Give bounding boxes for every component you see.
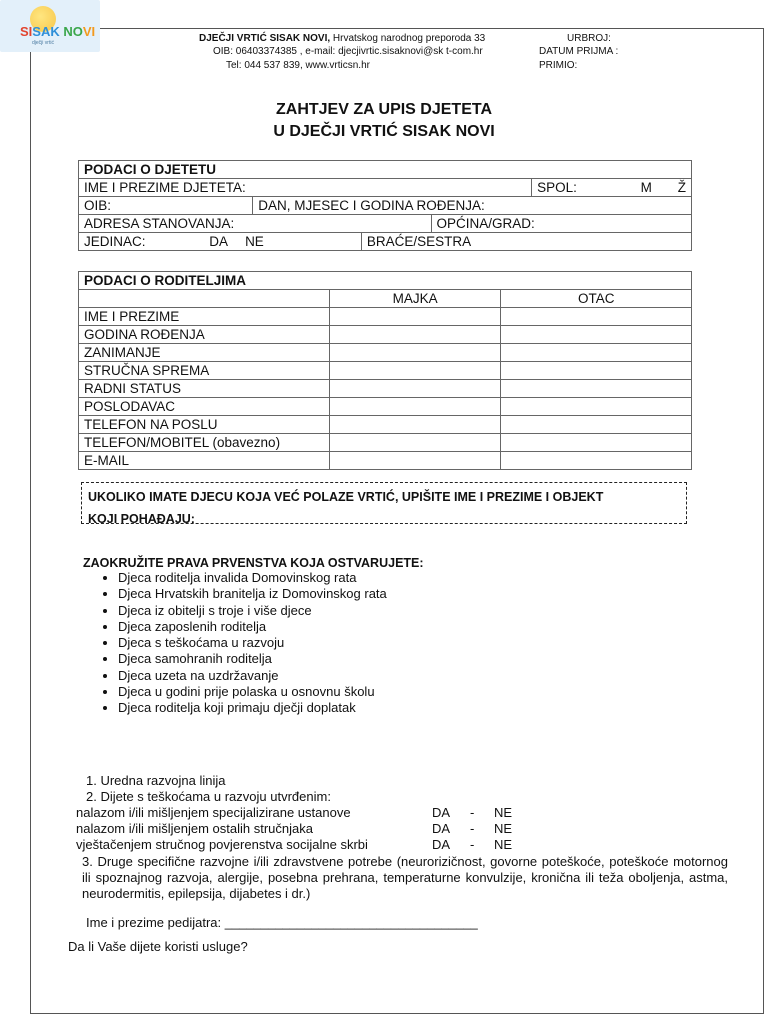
table-row: POSLODAVAC (79, 398, 692, 416)
mother-input[interactable] (329, 452, 501, 470)
father-input[interactable] (501, 326, 692, 344)
dev-sub-3-yes[interactable]: DA (432, 837, 451, 852)
father-input[interactable] (501, 398, 692, 416)
org-name: DJEČJI VRTIĆ SISAK NOVI, (199, 33, 331, 44)
kindergarten-logo (0, 0, 100, 52)
table-row: GODINA ROĐENJA (79, 326, 692, 344)
table-row: ZANIMANJE (79, 344, 692, 362)
child-section-heading: PODACI O DJETETU (79, 161, 692, 179)
only-child-yes[interactable]: DA (209, 234, 228, 249)
dev-sub-2-label: nalazom i/ili mišljenjem ostalih stručnjaka (76, 821, 313, 836)
dev-sub-1-dash: - (470, 805, 475, 820)
column-mother: MAJKA (329, 290, 501, 308)
datum-prijma-label: DATUM PRIJMA : (539, 46, 619, 57)
child-name-field[interactable]: IME I PREZIME DJETETA: (79, 179, 532, 197)
priorities-title: ZAOKRUŽITE PRAVA PRVENSTVA KOJA OSTVARUJETE: (83, 556, 424, 570)
list-item[interactable]: • Djeca u godini prije polaska u osnovnu školu (118, 684, 387, 700)
siblings-count-field[interactable]: BRAĆE/SESTRA (361, 233, 691, 251)
list-item[interactable]: • Djeca iz obitelji s troje i više djece (118, 603, 387, 619)
dev-sub-1-yes[interactable]: DA (432, 805, 451, 820)
table-row: E-MAIL (79, 452, 692, 470)
father-input[interactable] (501, 380, 692, 398)
only-child-no[interactable]: NE (245, 234, 264, 249)
child-dob-field[interactable]: DAN, MJESEC I GODINA ROĐENJA: (253, 197, 692, 215)
list-item[interactable]: • Djeca uzeta na uzdržavanje (118, 668, 387, 684)
child-gender-field[interactable]: SPOL: M Ž (532, 179, 692, 197)
dev-sub-3-dash: - (470, 837, 475, 852)
list-item[interactable]: • Djeca roditelja koji primaju dječji doplatak (118, 700, 387, 716)
father-input[interactable] (501, 452, 692, 470)
services-question: Da li Vaše dijete koristi usluge? (68, 939, 248, 954)
mother-input[interactable] (329, 344, 501, 362)
header-oib-email: OIB: 06403374385 , e-mail: djecjivrtic.sisaknovi@sk t-com.hr (213, 46, 483, 57)
parents-header-blank (79, 290, 330, 308)
mother-input[interactable] (329, 380, 501, 398)
mother-input[interactable] (329, 308, 501, 326)
mother-input[interactable] (329, 416, 501, 434)
logo-tagline: dječji vrtić (32, 40, 54, 46)
dev-sub-2-yes[interactable]: DA (432, 821, 451, 836)
dev-sub-1-label: nalazom i/ili mišljenjem specijalizirane ustanove (76, 805, 351, 820)
dev-item-2[interactable]: 2. Dijete s teškoćama u razvoju utvrđenim: (86, 789, 331, 804)
gender-z-option[interactable]: Ž (677, 180, 686, 195)
urbroj-label: URBROJ: (567, 33, 611, 44)
table-row: STRUČNA SPREMA (79, 362, 692, 380)
father-input[interactable] (501, 434, 692, 452)
mother-input[interactable] (329, 326, 501, 344)
table-row: RADNI STATUS (79, 380, 692, 398)
list-item[interactable]: • Djeca roditelja invalida Domovinskog rata (118, 570, 387, 586)
list-item[interactable]: • Djeca Hrvatskih branitelja iz Domovinskog rata (118, 586, 387, 602)
mother-input[interactable] (329, 362, 501, 380)
dev-sub-2-dash: - (470, 821, 475, 836)
siblings-attending-box[interactable] (81, 482, 687, 524)
dev-sub-2-no[interactable]: NE (494, 821, 513, 836)
parents-section-heading: PODACI O RODITELJIMA (79, 272, 692, 290)
list-item[interactable]: • Djeca s teškoćama u razvoju (118, 635, 387, 651)
pediatrician-field[interactable]: Ime i prezime pedijatra: ___________________________________ (86, 915, 478, 930)
logo-text: SISAK NOVI (20, 24, 96, 39)
org-address: Hrvatskog narodnog preporoda 33 (330, 33, 486, 44)
dev-sub-3-no[interactable]: NE (494, 837, 513, 852)
form-title-line2: U DJEČJI VRTIĆ SISAK NOVI (273, 123, 495, 140)
mother-input[interactable] (329, 434, 501, 452)
table-row: TELEFON NA POSLU (79, 416, 692, 434)
header-tel-web: Tel: 044 537 839, www.vrticsn.hr (226, 60, 370, 71)
dev-sub-3-label: vještačenjem stručnog povjerenstva socijalne skrbi (76, 837, 368, 852)
child-municipality-field[interactable]: OPĆINA/GRAD: (431, 215, 692, 233)
father-input[interactable] (501, 416, 692, 434)
dev-item-3[interactable]: 3. Druge specifične razvojne i/ili zdravstvene potrebe (neurorizičnost, govorne poteškoće, poteškoće motornog ili spoznajnog razvoja, alergije, posebna prehrana, temperaturne konvulzije, kronična ili teža oboljenja, astma, neurodermitis, epilepsija, dijabetes i dr.) (82, 854, 728, 901)
only-child-field[interactable]: JEDINAC: DA NE (79, 233, 362, 251)
father-input[interactable] (501, 308, 692, 326)
dev-item-1[interactable]: 1. Uredna razvojna linija (86, 773, 226, 788)
table-row: IME I PREZIME (79, 308, 692, 326)
column-father: OTAC (501, 290, 692, 308)
child-address-field[interactable]: ADRESA STANOVANJA: (79, 215, 432, 233)
siblings-box-line1: UKOLIKO IMATE DJECU KOJA VEĆ POLAZE VRTIĆ, UPIŠITE IME I PREZIME I OBJEKT (88, 490, 604, 504)
father-input[interactable] (501, 362, 692, 380)
parents-data-table (78, 271, 692, 470)
child-oib-field[interactable]: OIB: (79, 197, 253, 215)
list-item[interactable]: • Djeca samohranih roditelja (118, 651, 387, 667)
dev-sub-1-no[interactable]: NE (494, 805, 513, 820)
form-title-line1: ZAHTJEV ZA UPIS DJETETA (275, 101, 493, 118)
gender-m-option[interactable]: M (640, 180, 652, 195)
siblings-box-line2: KOJI POHAĐAJU: (88, 512, 195, 526)
primio-label: PRIMIO: (539, 60, 578, 71)
list-item[interactable]: • Djeca zaposlenih roditelja (118, 619, 387, 635)
mother-input[interactable] (329, 398, 501, 416)
header-org-line (199, 33, 485, 44)
table-row: TELEFON/MOBITEL (obavezno) (79, 434, 692, 452)
father-input[interactable] (501, 344, 692, 362)
priorities-list (84, 570, 387, 717)
child-data-table (78, 160, 692, 251)
